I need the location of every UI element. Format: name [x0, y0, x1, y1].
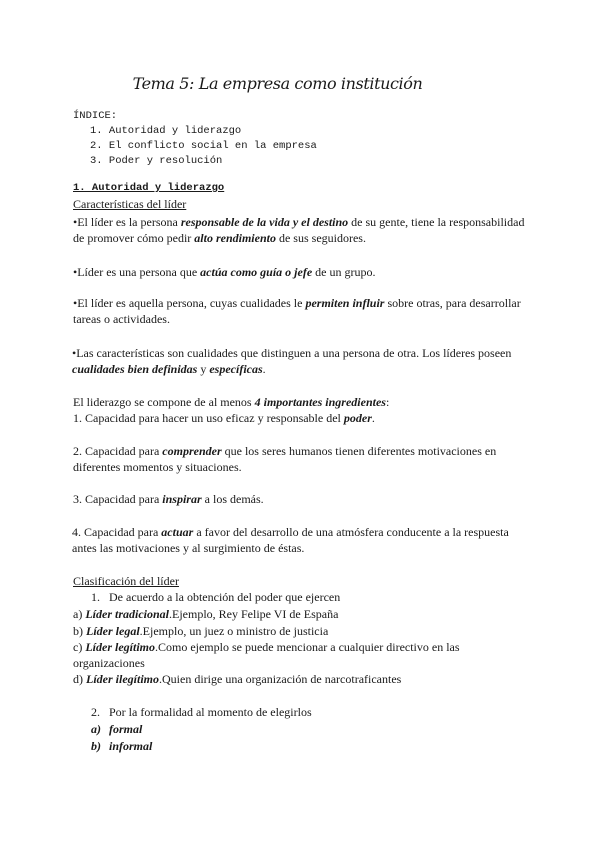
paragraph: El liderazgo se compone de al menos 4 importantes ingredientes: — [73, 395, 390, 409]
paragraph: •Líder es una persona que actúa como guía o jefe de un grupo. — [73, 265, 376, 279]
paragraph: •Las características son cualidades que distinguen a una persona de otra. Los líderes poseen cualidades bien definidas y específicas. — [72, 346, 512, 376]
paragraph: •El líder es la persona responsable de la vida y el destino de su gente, tiene la responsabilidad de promover cómo pedir alto rendimiento de sus seguidores. — [73, 215, 525, 245]
list-item: a) Líder tradicional.Ejemplo, Rey Felipe VI de España — [73, 607, 339, 621]
list-item: b) Líder legal.Ejemplo, un juez o ministro de justicia — [73, 624, 329, 638]
list-item: d) Líder ilegítimo.Quien dirige una organización de narcotraficantes — [73, 672, 402, 686]
paragraph: •El líder es aquella persona, cuyas cualidades le permiten influir sobre otras, para desarrollar tareas o actividades. — [73, 296, 521, 326]
sub-list-item: formal — [109, 722, 143, 736]
sub-list-item: informal — [109, 739, 153, 753]
subheading-clasificacion: Clasificación del líder — [73, 574, 179, 588]
index-heading: ÍNDICE: — [73, 110, 118, 122]
section-heading: 1. Autoridad y liderazgo — [73, 182, 225, 194]
list-item: c) Líder legítimo.Como ejemplo se puede mencionar a cualquier directivo en las organizaciones — [73, 640, 460, 670]
index-item: 1. Autoridad y liderazgo — [90, 125, 242, 137]
paragraph: 1. Capacidad para hacer un uso eficaz y responsable del poder. — [73, 411, 375, 425]
list-number: 1. — [91, 590, 100, 604]
page-title: Tema 5: La empresa como institución — [132, 74, 423, 93]
paragraph: 3. Capacidad para inspirar a los demás. — [73, 492, 264, 506]
paragraph: 2. Capacidad para comprender que los seres humanos tienen diferentes motivaciones en diferentes momentos y situaciones. — [73, 444, 497, 474]
paragraph: 4. Capacidad para actuar a favor del desarrollo de una atmósfera conducente a la respuesta antes las motivaciones y al surgimiento de éstas. — [72, 525, 509, 555]
index-item: 3. Poder y resolución — [90, 155, 223, 167]
sub-list-marker: b) — [91, 739, 101, 753]
list-item: De acuerdo a la obtención del poder que ejercen — [109, 590, 341, 604]
index-item: 2. El conflicto social en la empresa — [90, 140, 317, 152]
list-number: 2. — [91, 705, 100, 719]
list-item: Por la formalidad al momento de elegirlos — [109, 705, 312, 719]
sub-list-marker: a) — [91, 722, 101, 736]
subheading-caracteristicas: Características del líder — [73, 197, 187, 211]
